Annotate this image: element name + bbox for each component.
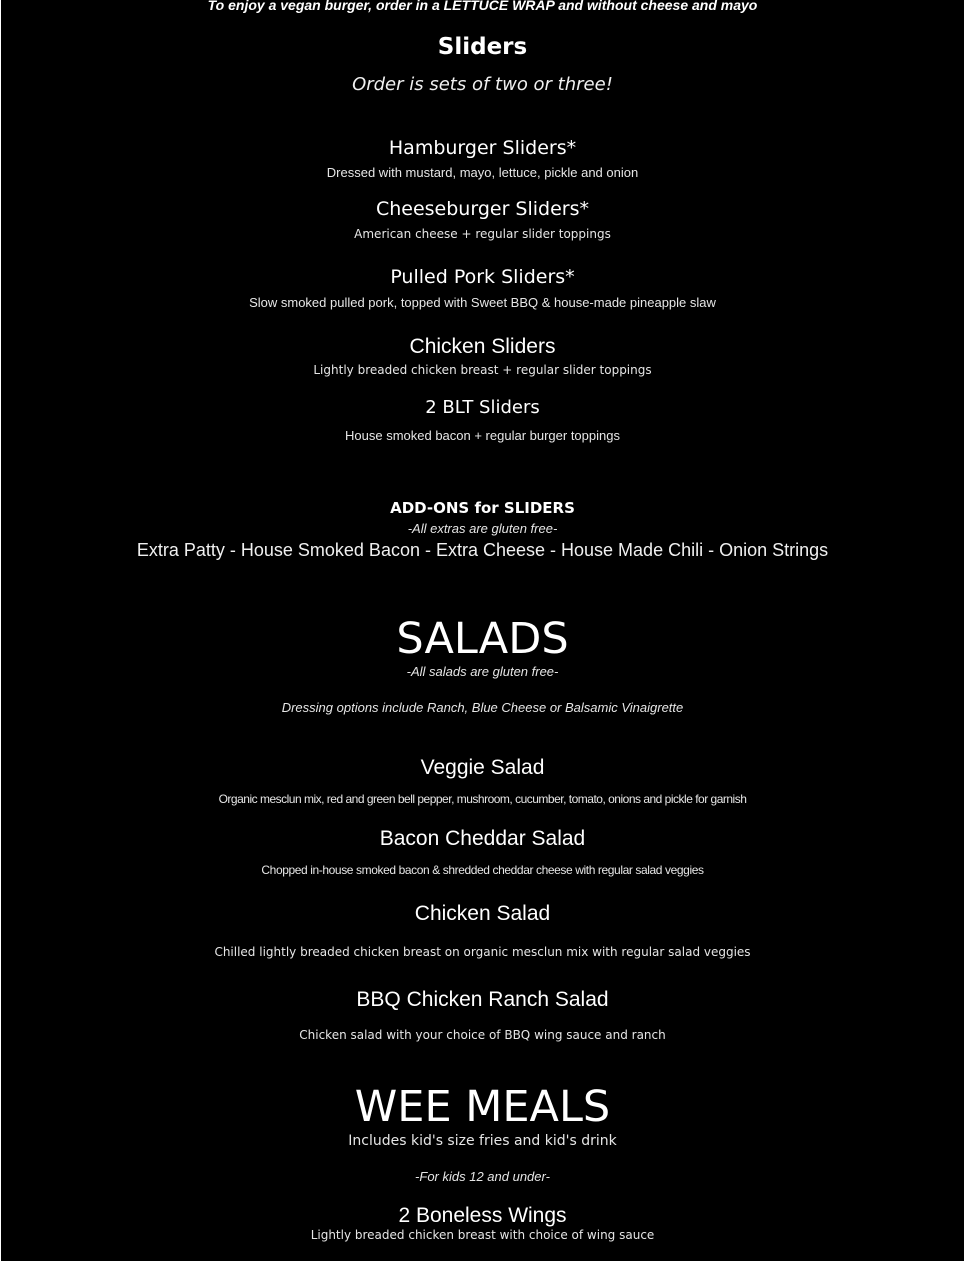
item-desc-blt-sliders: House smoked bacon + regular burger toppings xyxy=(345,428,620,443)
salads-heading: SALADS xyxy=(396,614,569,664)
menu-page xyxy=(1,0,964,1261)
item-name-veggie-salad: Veggie Salad xyxy=(420,756,545,779)
item-desc-chicken-salad: Chilled lightly breaded chicken breast on organic mesclun mix with regular salad veggies xyxy=(214,945,751,959)
salads-dressing-note: Dressing options include Ranch, Blue Cheese or Balsamic Vinaigrette xyxy=(281,700,684,715)
item-name-bacon-cheddar-salad: Bacon Cheddar Salad xyxy=(379,827,586,850)
item-name-chicken-salad: Chicken Salad xyxy=(414,902,551,925)
item-name-hamburger-sliders: Hamburger Sliders* xyxy=(388,137,577,159)
item-desc-chicken-sliders: Lightly breaded chicken breast + regular slider toppings xyxy=(313,363,652,377)
addons-note: -All extras are gluten free- xyxy=(407,521,558,536)
salads-note: -All salads are gluten free- xyxy=(406,664,559,679)
item-name-chicken-sliders: Chicken Sliders xyxy=(409,335,556,358)
item-name-bbq-chicken-ranch-salad: BBQ Chicken Ranch Salad xyxy=(356,988,609,1011)
item-name-pulled-pork-sliders: Pulled Pork Sliders* xyxy=(390,266,575,288)
item-desc-veggie-salad: Organic mesclun mix, red and green bell pepper, mushroom, cucumber, tomato, onions and pickle for garnish xyxy=(218,792,747,806)
wee-meals-subtitle: Includes kid's size fries and kid's drink xyxy=(348,1133,617,1149)
item-desc-pulled-pork-sliders: Slow smoked pulled pork, topped with Sweet BBQ & house-made pineapple slaw xyxy=(249,295,716,310)
item-desc-cheeseburger-sliders: American cheese + regular slider toppings xyxy=(354,227,611,241)
item-name-cheeseburger-sliders: Cheeseburger Sliders* xyxy=(375,198,590,220)
wee-meals-heading: WEE MEALS xyxy=(354,1082,611,1132)
item-desc-bacon-cheddar-salad: Chopped in-house smoked bacon & shredded cheddar cheese with regular salad veggies xyxy=(261,863,704,877)
item-name-boneless-wings: 2 Boneless Wings xyxy=(398,1204,567,1227)
item-desc-hamburger-sliders: Dressed with mustard, mayo, lettuce, pickle and onion xyxy=(326,165,639,180)
wee-meals-note: -For kids 12 and under- xyxy=(415,1169,550,1184)
sliders-subtitle: Order is sets of two or three! xyxy=(352,74,613,95)
vegan-note: To enjoy a vegan burger, order in a LETTUCE WRAP and without cheese and mayo xyxy=(207,0,758,13)
addons-heading: ADD-ONS for SLIDERS xyxy=(390,499,575,517)
item-name-blt-sliders: 2 BLT Sliders xyxy=(425,397,540,418)
item-desc-boneless-wings: Lightly breaded chicken breast with choice of wing sauce xyxy=(310,1228,655,1242)
sliders-heading: Sliders xyxy=(437,34,528,60)
addons-list: Extra Patty - House Smoked Bacon - Extra Cheese - House Made Chili - Onion Strings xyxy=(136,540,829,560)
item-desc-bbq-chicken-ranch-salad: Chicken salad with your choice of BBQ wing sauce and ranch xyxy=(299,1028,666,1042)
